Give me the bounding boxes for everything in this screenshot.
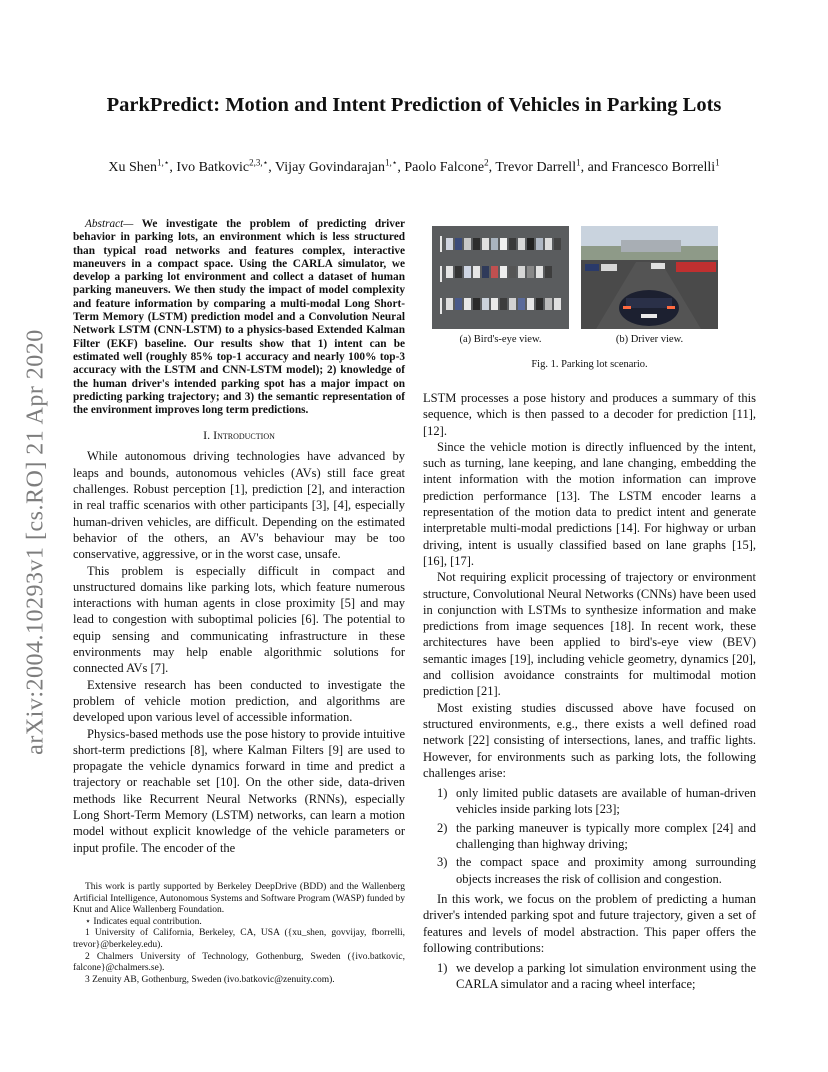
author-affiliation: 1,⋆: [384, 157, 398, 168]
list-item: [423, 960, 756, 993]
list-item: [423, 854, 756, 887]
list-item: [423, 820, 756, 853]
challenges-list: [423, 785, 756, 887]
author-affiliation: 1: [576, 157, 581, 168]
list-number: 1): [437, 961, 448, 976]
figure-1: [423, 218, 756, 378]
list-text: the parking maneuver is typically more complex [24] and challenging than highway driving;: [456, 820, 756, 852]
author-affiliation: 2: [484, 157, 489, 168]
footnote-affiliation-2: 2 Chalmers University of Technology, Gothenburg, Sweden ({ivo.batkovic, falcone}@chalmers.se).: [73, 951, 405, 974]
author-affiliation: 2,3,⋆: [249, 157, 269, 168]
paragraph: This problem is especially difficult in compact and unstructured domains like parking lots, which feature numerous interactions with human agents in close proximity [5] and may lead to congestion with suboptimal policies [6]. The potential to equip sensing and communicating infrastructure in these environments may help enable algorithmic solutions for connected AVs [7].: [73, 563, 405, 676]
paragraph: Not requiring explicit processing of trajectory or environment structure, Convolutional Neural Networks (CNNs) have been used in conjunction with LSTMs to synthesize information and make predictions from image sequences [18]. In recent work, these architectures have been applied to bird's-eye view (BEV) semantic images [19], including vehicle geometry, dynamics [20], and collision avoidance constraints for multimodal motion prediction [21].: [423, 570, 756, 699]
footnote-equal-contribution: ⋆ Indicates equal contribution.: [85, 916, 202, 927]
abstract-label: Abstract: [85, 218, 124, 230]
subcaption-b: (b) Driver view.: [615, 334, 684, 345]
footnotes: [73, 882, 405, 986]
list-number: 1): [437, 786, 448, 801]
paragraph: Physics-based methods use the pose history to provide intuitive short-term predictions [8], where Kalman Filters [9] are used to propagate the vehicle dynamics forward in time and predict a trajectory or reachable set [10]. On the other side, data-driven methods like Recurrent Neural Networks (RNNs), especially Long Short-Term Memory (LSTM) networks, can learn a motion model without explicit knowledge of the vehicle parameters or input profile. The encoder of the: [73, 726, 405, 855]
paragraph: LSTM processes a pose history and produces a summary of this sequence, which is then passed to a decoder for prediction [11], [12].: [423, 391, 756, 438]
list-text: we develop a parking lot simulation environment using the CARLA simulator and a racing wheel interface;: [456, 961, 756, 992]
list-text: the compact space and proximity among surrounding objects increases the risk of collision and congestion.: [456, 855, 756, 886]
footnote-affiliation-1: 1 University of California, Berkeley, CA, USA ({xu_shen, govvijay, fborrelli, trevor}@berkeley.edu).: [73, 928, 405, 950]
author-affiliation: 1,⋆: [157, 157, 170, 168]
paper-title: ParkPredict: Motion and Intent Prediction of Vehicles in Parking Lots: [106, 94, 722, 116]
list-number: 2): [437, 820, 448, 835]
author: Francesco Borrelli: [611, 160, 716, 175]
section-heading-introduction: I. Introduction: [203, 428, 275, 443]
paragraph: While autonomous driving technologies have advanced by leaps and bounds, autonomous vehicles (AVs) still face great challenges. Robust perception [1], prediction [2], and interaction in real traffic scenarios with other participants [3], [4], especially human-driven vehicles, are difficult. Depending on the estimated behavior of the others, an AV's behaviour may be too conservative, aggressive, or in the worst case, unsafe.: [73, 449, 405, 562]
list-number: 3): [437, 855, 448, 870]
paragraph: In this work, we focus on the problem of predicting a human driver's intended parking spot and future trajectory, given a set of features and levels of model abstraction. This paper offers the following contributions:: [423, 891, 756, 955]
footnote-funding: This work is partly supported by Berkeley DeepDrive (BDD) and the Wallenberg Artificial Intelligence, Autonomous Systems and Software Program (WASP) funded by Knut and Alice Wallenberg Foundation.: [73, 882, 405, 916]
arxiv-identifier: arXiv:2004.10293v1 [cs.RO] 21 Apr 2020: [22, 329, 49, 755]
author: Paolo Falcone: [404, 160, 485, 175]
abstract: Abstract— We investigate the problem of predicting driver behavior in parking lots, an environment which is less structured than typical road networks and features complex, interactive maneuvers in a compact space. Using the CARLA simulator, we develop a parking lot environment and collect a dataset of human parking maneuvers. We then study the impact of model complexity and feature information by comparing a multi-modal Long Short-Term Memory (LSTM) prediction model and a Convolution Neural Network LSTM (CNN-LSTM) to a physics-based Extended Kalman Filter (EKF) baseline. Our results show that 1) intent can be estimated well (roughly 85% top-1 accuracy and nearly 100% top-3 accuracy with the LSTM and CNN-LSTM model); 2) knowledge of the human driver's intended parking spot has a major impact on predicting parking trajectory; and 3) the semantic representation of the environment improves long term predictions.: [73, 218, 405, 417]
paragraph: Since the vehicle motion is directly influenced by the intent, such as turning, lane keeping, and lane changing, embedding the intent information with the motion information can improve prediction performance [13]. The LSTM encoder learns a representation of the motion data to predict intent and generate interpretable multi-modal predictions [14]. For highway or urban driving, intent is usually classified based on lane graphs [15], [16], [17].: [423, 439, 756, 568]
author: Trevor Darrell: [495, 160, 577, 175]
author: Vijay Govindarajan: [275, 160, 385, 175]
author: Ivo Batkovic: [176, 160, 250, 175]
paragraph: Most existing studies discussed above have focused on structured environments, e.g., there exists a well defined road network [22] consisting of intersections, lanes, and traffic lights. However, for environments such as parking lots, the following challenges arise:: [423, 700, 756, 780]
list-item: [423, 785, 756, 818]
figure-caption: Fig. 1. Parking lot scenario.: [531, 359, 648, 370]
abstract-text: We investigate the problem of predicting driver behavior in parking lots, an environment which is less structured than typical road networks and features complex, interactive maneuvers in a compact space. Using the CARLA simulator, we develop a parking lot environment and collect a dataset of human parking maneuvers. We then study the impact of model complexity and feature information by comparing a multi-modal Long Short-Term Memory (LSTM) prediction model and a Convolution Neural Network LSTM (CNN-LSTM) to a physics-based Extended Kalman Filter (EKF) baseline. Our results show that 1) intent can be estimated well (roughly 85% top-1 accuracy and nearly 100% top-3 accuracy with the LSTM and CNN-LSTM model); 2) knowledge of the human driver's intended parking spot has a major impact on predicting parking trajectory; and 3) the semantic representation of the environment improves long term predictions.: [73, 218, 405, 417]
driver-view-image: [581, 226, 718, 329]
paragraph: Extensive research has been conducted to investigate the problem of vehicle motion prediction, and algorithms are developed upon various level of accessible information.: [73, 677, 405, 725]
author-list: Xu Shen$^{1,⋆}$, Ivo Batkovic$^{2,3,⋆}$, Vijay Govindarajan$^{1,⋆}$, Paolo Falcone$^2$, Trevor Darrell$^1$, and Francesco Borrelli$^1$: [108, 157, 720, 175]
footnote-affiliation-3: 3 Zenuity AB, Gothenburg, Sweden (ivo.batkovic@zenuity.com).: [85, 974, 335, 985]
arxiv-sidebar: [6, 282, 66, 802]
subcaption-a: (a) Bird's-eye view.: [459, 334, 542, 345]
list-text: only limited public datasets are available of human-driven vehicles inside parking lots [23];: [456, 786, 756, 817]
author-affiliation: 1: [715, 157, 720, 168]
contributions-list: [423, 960, 756, 993]
right-column: [423, 218, 756, 997]
birds-eye-view-image: [432, 226, 569, 329]
left-column: [73, 218, 405, 856]
author: Xu Shen: [108, 160, 158, 175]
